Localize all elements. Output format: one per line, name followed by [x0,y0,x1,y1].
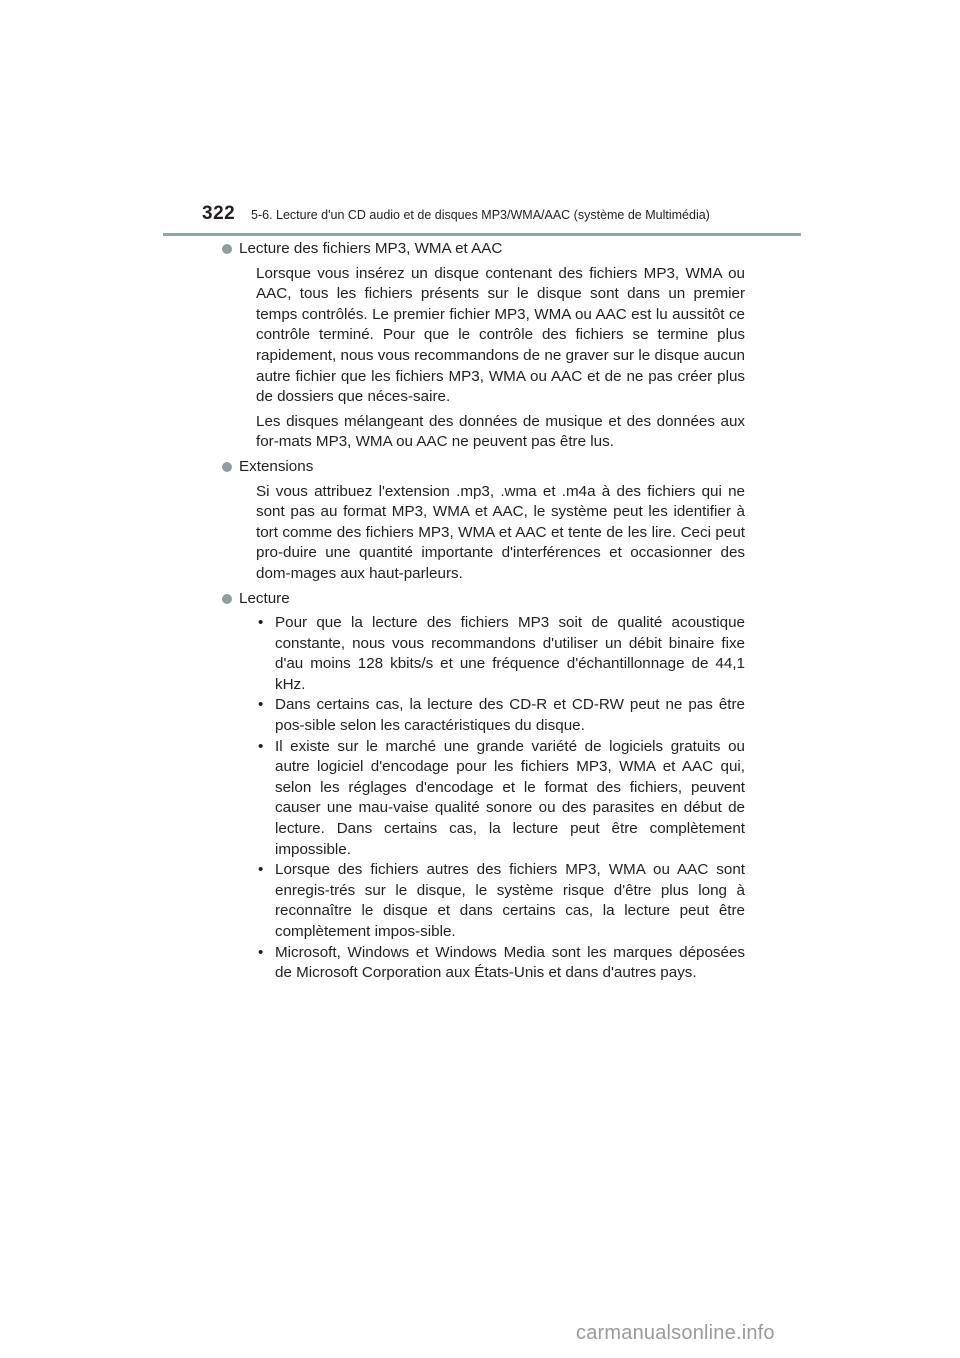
section-item [222,239,745,453]
list-item-text: Il existe sur le marché une grande variété de logiciels gratuits ou autre logiciel d'encodage pour les fichiers MP3, WMA et AAC qui, selon les réglages d'encodage et le format des fichiers, peuvent causer une mau-vaise qualité sonore ou des parasites en début de lecture. Dans certains cas, la lecture peut être complètement impossible. [275,737,745,858]
list-item [256,695,745,736]
list-item [256,943,745,984]
sub-bullet-marker: • [258,737,264,755]
list-item [256,613,745,695]
list-item-text: Pour que la lecture des fichiers MP3 soit de qualité acoustique constante, nous vous recommandons d'utiliser un débit binaire fixe d'au moins 128 kbits/s et une fréquence d'échantillonnage de 44,1 kHz. [275,614,745,693]
header-rule [163,233,801,236]
sub-list [256,613,745,984]
sub-bullet-marker: • [258,943,264,961]
sub-bullet-marker: • [258,861,264,879]
paragraph: Les disques mélangeant des données de musique et des données aux for-mats MP3, WMA ou AAC ne peuvent pas être lus. [256,412,745,451]
section-title: Extensions [239,457,314,475]
list-item-text: Microsoft, Windows et Windows Media sont les marques déposées de Microsoft Corporation aux États-Unis et dans d'autres pays. [275,943,745,982]
paragraph: Si vous attribuez l'extension .mp3, .wma et .m4a à des fichiers qui ne sont pas au format MP3, WMA et AAC, le système peut les identifier à tort comme des fichiers MP3, WMA et AAC et tente de les lire. Ceci peut pro-duire une quantité importante d'interférences et occasionner des dom-mages aux haut-parleurs. [256,482,745,582]
bullet-icon [222,594,232,604]
section-title: Lecture [239,589,290,607]
list-item-text: Dans certains cas, la lecture des CD-R et CD-RW peut ne pas être pos-sible selon les caractéristiques du disque. [275,696,745,735]
running-header: 5-6. Lecture d'un CD audio et de disques MP3/WMA/AAC (système de Multimédia) [251,208,710,222]
bullet-icon [222,244,232,254]
list-item [256,737,745,861]
bullet-icon [222,462,232,472]
list-item-text: Lorsque des fichiers autres des fichiers MP3, WMA ou AAC sont enregis-trés sur le disque, le système risque d'être plus long à reconnaître le disque et dans certains cas, la lecture peut être complètement impos-sible. [275,861,745,940]
paragraph: Lorsque vous insérez un disque contenant des fichiers MP3, WMA ou AAC, tous les fichiers présents sur le disque sont dans un premier temps contrôlés. Le premier fichier MP3, WMA ou AAC est lu aussitôt ce contrôle terminé. Pour que le contrôle des fichiers se termine plus rapidement, nous vous recommandons de ne graver sur le disque aucun autre fichier que les fichiers MP3, WMA ou AAC et de ne pas créer plus de dossiers que néces-saire. [256,264,745,406]
sub-bullet-marker: • [258,696,264,714]
main-content [222,239,745,987]
section-item [222,589,745,984]
watermark: carmanualsonline.info [576,1322,775,1344]
list-item [256,860,745,942]
page-number: 322 [202,203,236,224]
section-title: Lecture des fichiers MP3, WMA et AAC [239,240,503,257]
sub-bullet-marker: • [258,614,264,632]
section-item [222,457,745,585]
